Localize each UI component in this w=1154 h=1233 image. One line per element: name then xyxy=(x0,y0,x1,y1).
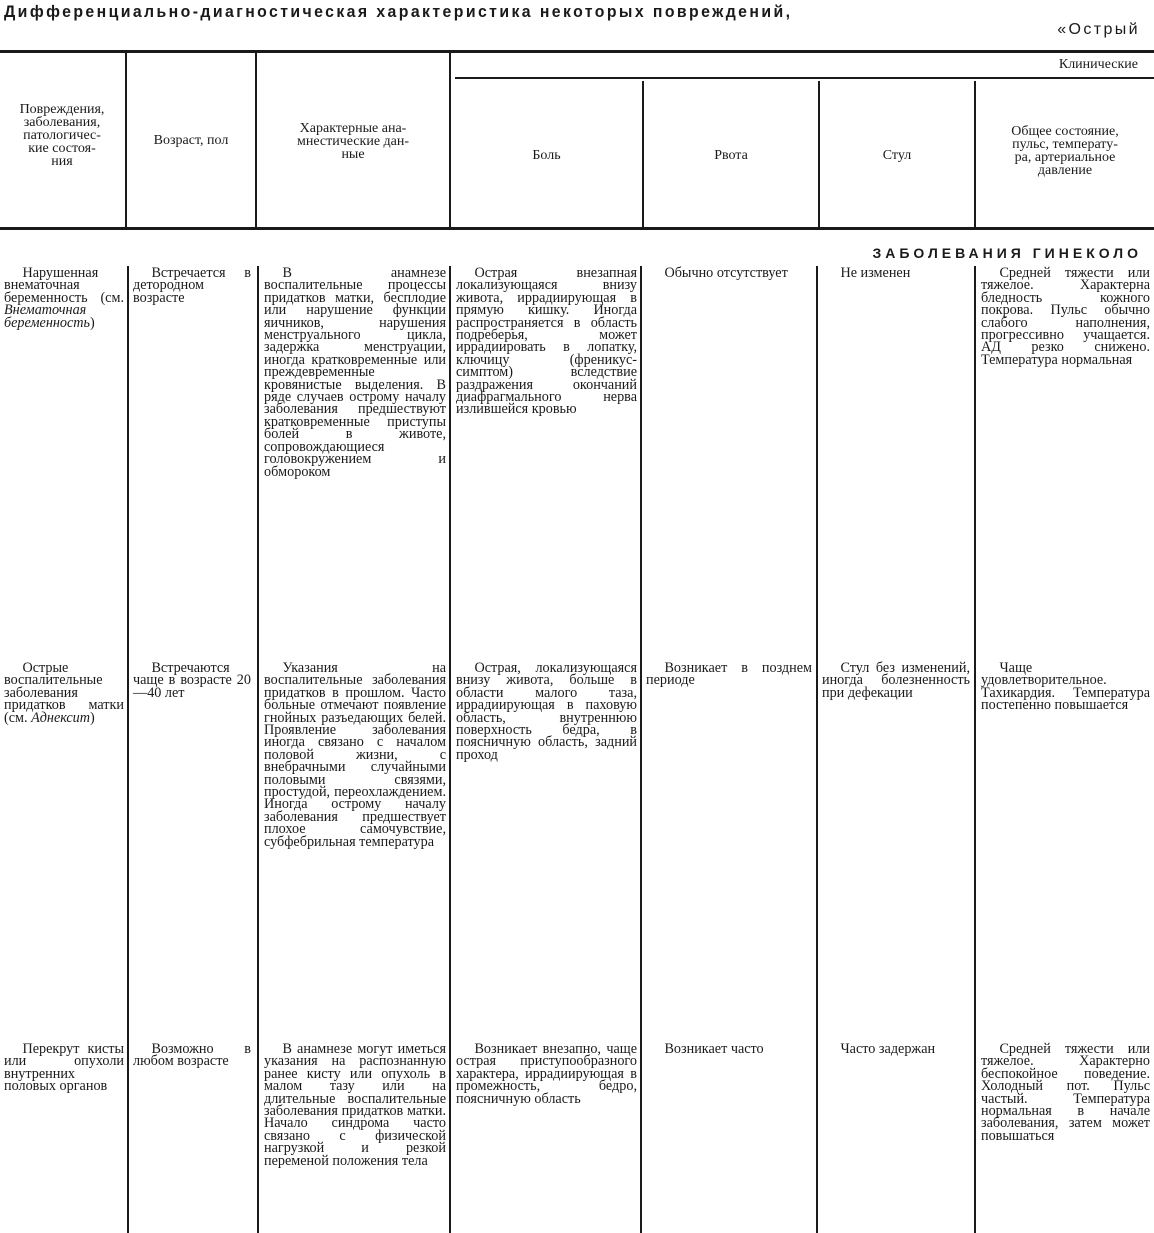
column-divider xyxy=(127,266,129,1233)
group-header-rule xyxy=(455,77,1154,79)
column-divider xyxy=(640,266,642,1233)
header-line: заболевания, xyxy=(23,115,101,130)
cell-general: Средней тяжести или тяжелое. Характерна бледность кожного покрова. Пульс обычно слабого наполнения, прогрессивно учащается. АД резко снижено. Температура нормальная xyxy=(981,265,1150,368)
cell-pain: Острая, локализующаяся внизу живота, больше в области малого таза, иррадиирующая в паховую область, внутреннюю поверхность бедра, в поясничную область, задний проход xyxy=(456,660,637,763)
column-divider xyxy=(974,266,976,1233)
column-header-condition xyxy=(0,103,124,168)
header-line: Характерные ана- xyxy=(299,121,407,136)
cell-vomiting: Возникает в позднем периоде xyxy=(646,660,812,689)
condition-text: Острые воспалительные заболевания придатков матки (см. xyxy=(4,660,124,726)
cell-pain: Острая внезапная локализующаяся внизу живота, иррадиирующая в прямую кишку. Иногда распространяется в область подреберья, может иррадиировать в лопатку, ключицу (френикус-симптом) вследствие раздражения окончаний диафрагмального нерва излившейся кровью xyxy=(456,265,637,418)
header-line: Повреждения, xyxy=(19,102,105,117)
cell-condition xyxy=(4,267,124,329)
column-divider xyxy=(816,266,818,1233)
header-divider xyxy=(449,53,451,227)
condition-reference: Внематочная беременность xyxy=(4,302,90,331)
header-line: ра, артериальное xyxy=(1014,150,1116,165)
column-header-age: Возраст, пол xyxy=(153,133,229,148)
cell-general: Чаще удовлетворительное. Тахикардия. Температура постепенно повышается xyxy=(981,660,1150,714)
header-line: патологичес- xyxy=(23,128,101,143)
cell-age: Встречаются чаще в возрасте 20—40 лет xyxy=(133,660,251,701)
condition-tail: ) xyxy=(90,314,95,331)
condition-reference: Аднексит xyxy=(31,709,91,726)
cell-vomiting: Обычно отсутствует xyxy=(664,265,788,281)
header-line: кие состоя- xyxy=(28,141,96,156)
header-line: мнестические дан- xyxy=(296,134,410,149)
cell-anamnesis: Указания на воспалительные заболевания придатков в прошлом. Часто больные отмечают появление гнойных разъедающих белей. Проявление заболевания иногда связано с началом половой жизни, с внебрачными случайными половыми связями, простудой, переохлаждением. Иногда острому началу заболевания предшествует плохое самочувствие, субфебрильная температура xyxy=(264,660,446,850)
cell-stool: Часто задержан xyxy=(840,1041,936,1057)
column-header-pain: Боль xyxy=(532,148,561,163)
cell-vomiting: Возникает часто xyxy=(664,1041,764,1057)
column-header-general xyxy=(976,125,1154,177)
cell-condition xyxy=(4,662,124,724)
header-line: пульс, температу- xyxy=(1012,137,1118,152)
document-title: Дифференциально-диагностическая характеристика некоторых повреждений, xyxy=(4,2,793,21)
cell-condition xyxy=(4,1043,124,1093)
cell-stool: Стул без изменений, иногда болезненность при дефекации xyxy=(822,660,970,701)
column-header-stool: Стул xyxy=(882,148,912,163)
cell-anamnesis: В анамнезе могут иметься указания на распознанную ранее кисту или опухоль в малом тазу или на длительные воспалительные заболевания придатков матки. Начало синдрома часто связано с физической нагрузкой и резкой переменой положения тела xyxy=(264,1041,446,1169)
cell-age: Возможно в любом возрасте xyxy=(133,1041,251,1070)
header-line: ные xyxy=(341,147,365,162)
section-title: ЗАБОЛЕВАНИЯ ГИНЕКОЛО xyxy=(872,245,1142,261)
condition-tail: ) xyxy=(90,709,95,726)
column-divider xyxy=(449,266,451,1233)
column-divider xyxy=(257,266,259,1233)
cell-general: Средней тяжести или тяжелое. Характерно беспокойное поведение. Холодный пот. Пульс частый. Температура нормальная в начале заболевания, затем может повышаться xyxy=(981,1041,1150,1144)
cell-stool: Не изменен xyxy=(840,265,911,281)
header-line: ния xyxy=(51,154,73,169)
group-header-clinical: Клинические xyxy=(1058,57,1138,72)
condition-text: Перекрут кисты или опухоли внутренних половых органов xyxy=(4,1041,124,1095)
column-header-vomiting: Рвота xyxy=(714,148,748,163)
condition-text: Нарушенная внематочная беременность (см. xyxy=(4,265,124,306)
document-subtitle: «Острый xyxy=(1057,21,1140,38)
cell-age: Встречается в детородном возрасте xyxy=(133,265,251,306)
cell-anamnesis: В анамнезе воспалительные процессы придатков матки, бесплодие или нарушение функции яичников, нарушения менструального цикла, задержка менструации, иногда кратковременные или преждевременные кровянистые выделения. В ряде случаев острому началу заболевания предшествуют кратковременные приступы болей в животе, сопровождающиеся головокружением и обмороком xyxy=(264,265,446,480)
column-header-anamnesis xyxy=(257,122,449,161)
table-top-rule xyxy=(0,50,1154,53)
cell-pain: Возникает внезапно, чаще острая приступообразного характера, иррадиирующая в промежность, бедро, поясничную область xyxy=(456,1041,637,1107)
header-bottom-rule xyxy=(0,227,1154,230)
header-line: давление xyxy=(1037,163,1093,178)
header-line: Общее состояние, xyxy=(1011,124,1119,139)
